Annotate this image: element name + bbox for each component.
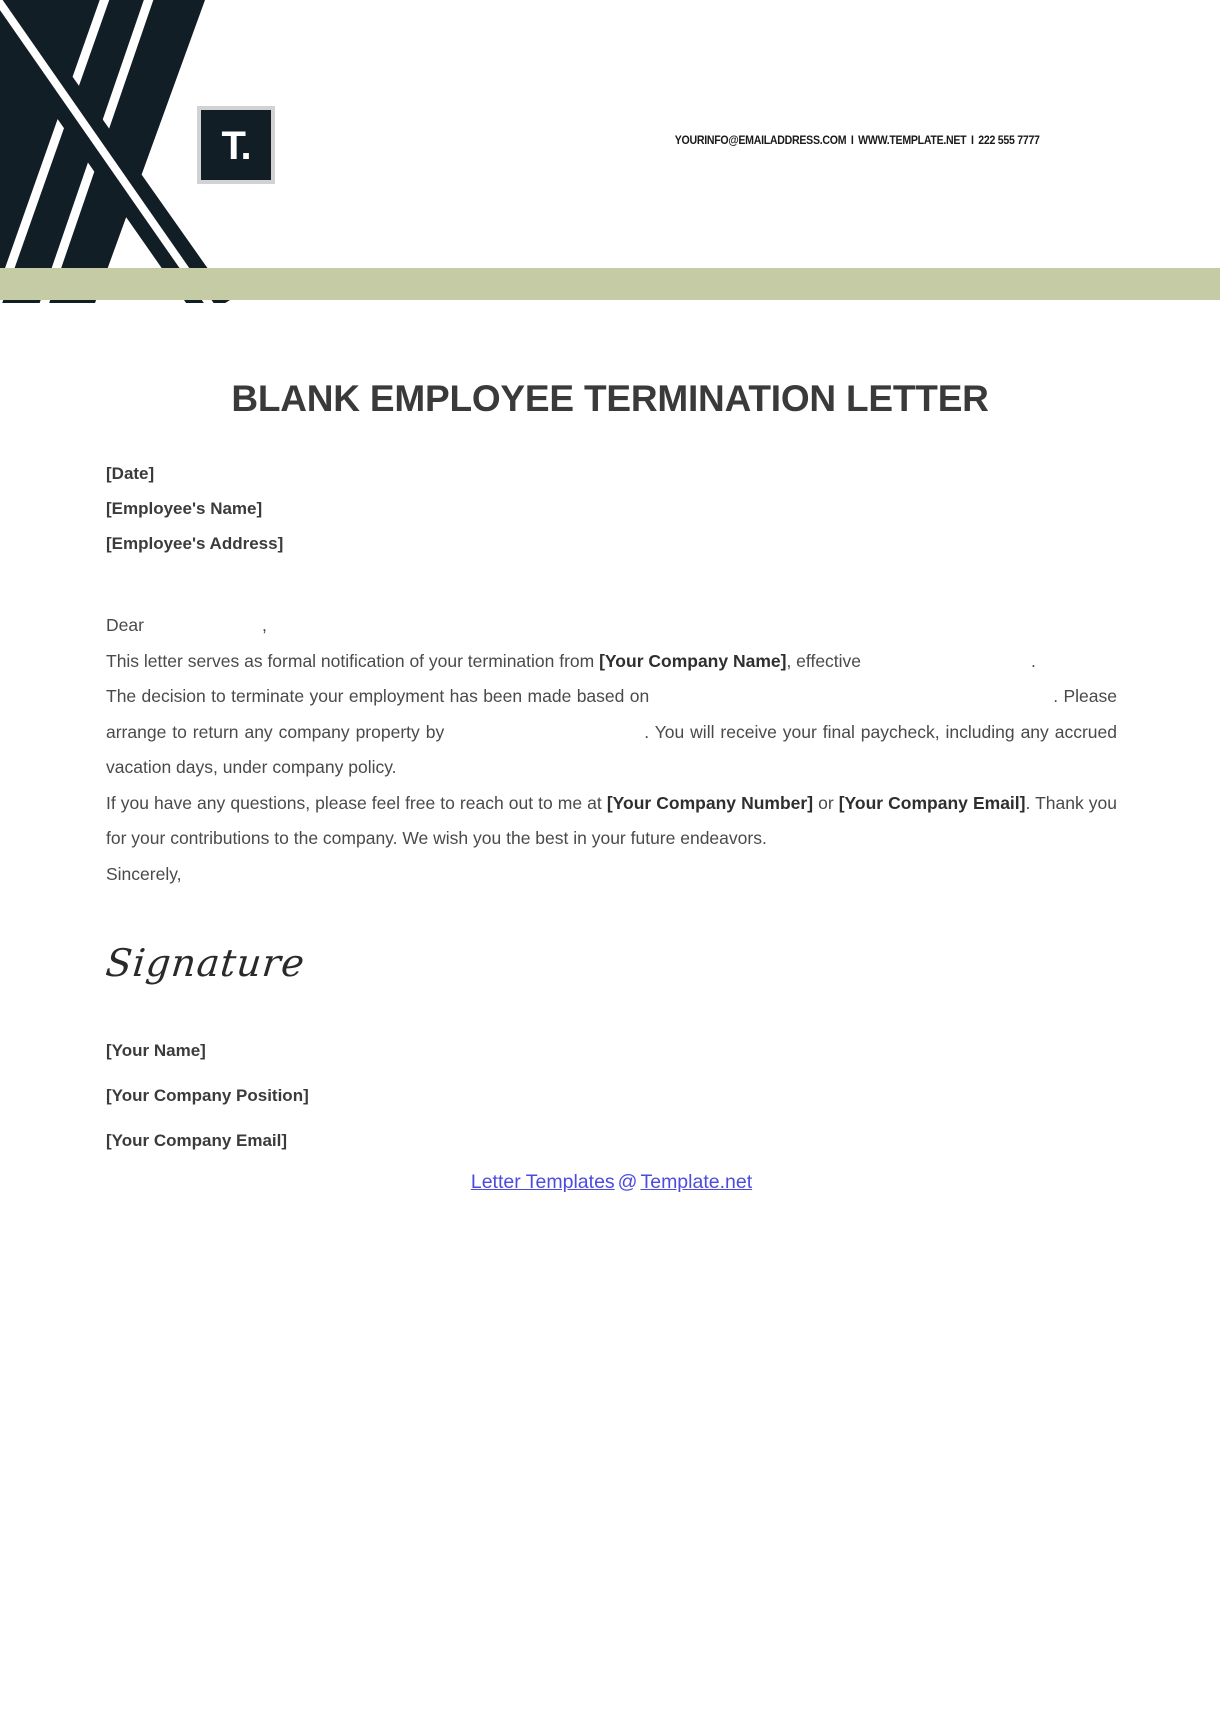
sign-off-line: Sincerely, xyxy=(106,863,182,884)
para2-text-1: The decision to terminate your employment has been made based on xyxy=(106,686,650,706)
paragraph-two xyxy=(106,679,1117,786)
contact-separator-2: I xyxy=(971,135,974,147)
letter-body-wrapper xyxy=(103,456,1117,1194)
logo-mark-text: T. xyxy=(221,124,251,168)
footer-attribution xyxy=(106,1171,1117,1194)
contact-website: WWW.TEMPLATE.NET xyxy=(858,135,967,147)
para1-text-2: , effective xyxy=(786,650,862,671)
contact-separator-1: I xyxy=(851,135,854,147)
salutation-comma: , xyxy=(261,615,267,635)
address-line-employee-address: [Employee's Address] xyxy=(106,534,284,553)
paragraph-three xyxy=(106,786,1117,857)
salutation-greeting: Dear xyxy=(106,615,144,635)
paragraph-one xyxy=(106,644,1117,680)
para3-text-2: or xyxy=(813,792,839,813)
sender-details-block xyxy=(106,1028,1117,1163)
document-content xyxy=(0,303,1220,1194)
company-name-placeholder: [Your Company Name] xyxy=(599,650,787,671)
contact-email: YOURINFO@EMAILADDRESS.COM xyxy=(675,135,847,147)
para1-text-3: . xyxy=(1031,650,1036,671)
document-header xyxy=(0,0,1220,303)
para3-text-1: If you have any questions, please feel free to reach out to me at xyxy=(106,792,607,813)
page-title: BLANK EMPLOYEE TERMINATION LETTER xyxy=(231,378,989,419)
contact-phone: 222 555 7777 xyxy=(978,135,1040,147)
header-accent-bar xyxy=(0,268,1220,300)
letter-paragraphs xyxy=(106,608,1117,892)
closing-line-your-name: [Your Name] xyxy=(106,1041,206,1060)
closing-line-your-email: [Your Company Email] xyxy=(106,1131,288,1150)
brand-logo xyxy=(197,106,275,184)
para1-text-1: This letter serves as formal notification of your termination from xyxy=(106,650,600,671)
para3-text-3: . Thank you for your contributions to the company. We wish you the best in your future endeavors. xyxy=(106,792,1117,848)
header-contact-info xyxy=(675,135,1040,147)
footer-at-symbol: @ xyxy=(617,1171,638,1193)
template-net-link[interactable]: Template.net xyxy=(640,1171,753,1193)
signature-image: Signature xyxy=(103,941,308,985)
closing-line-your-position: [Your Company Position] xyxy=(106,1086,309,1105)
company-number-placeholder: [Your Company Number] xyxy=(606,792,814,813)
salutation-line xyxy=(106,608,1117,644)
para2-text-2: . Please arrange to return any company property by xyxy=(106,686,1117,742)
company-email-placeholder: [Your Company Email] xyxy=(838,792,1026,813)
letter-templates-link[interactable]: Letter Templates xyxy=(470,1171,615,1193)
address-line-employee-name: [Employee's Name] xyxy=(106,499,263,518)
address-line-date: [Date] xyxy=(106,464,155,483)
recipient-address-block xyxy=(106,456,1117,561)
para2-text-3: . You will receive your final paycheck, including any accrued vacation days, under company policy. xyxy=(106,721,1117,777)
